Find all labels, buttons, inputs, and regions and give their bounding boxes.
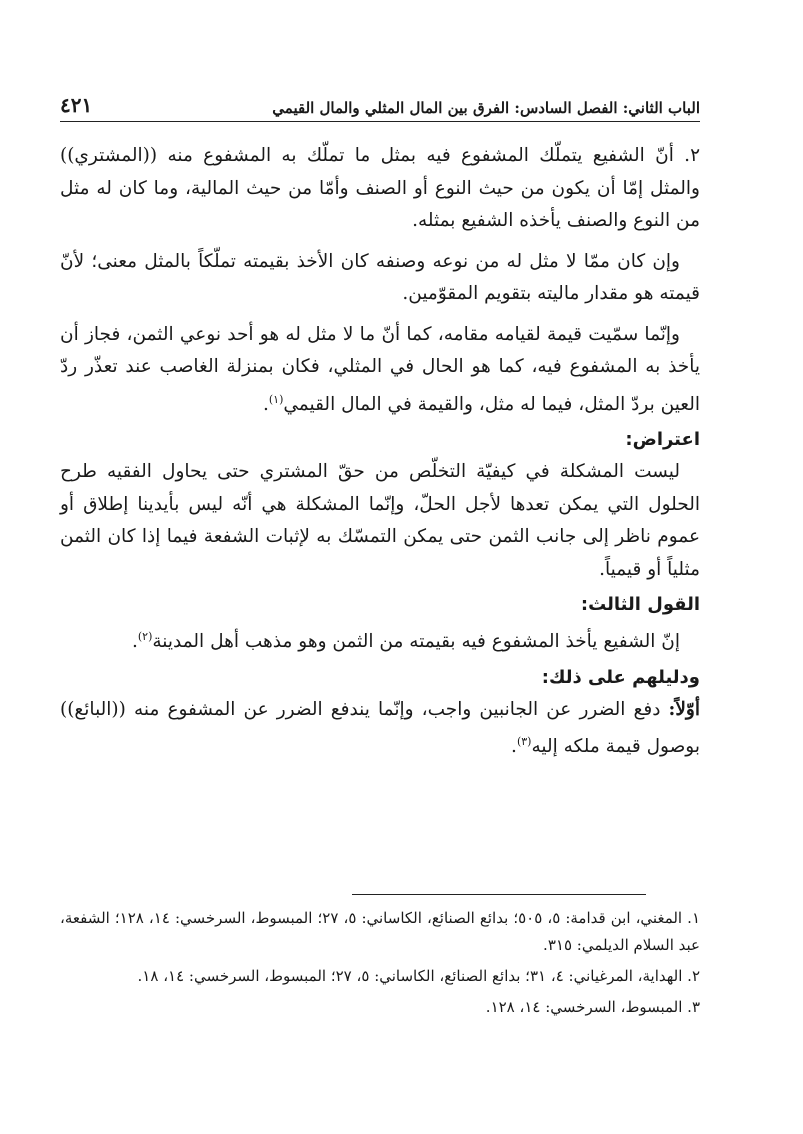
paragraph-evidence-first (60, 694, 700, 764)
footnote-ref-2[interactable]: (٢) (137, 630, 153, 644)
heading-their-evidence: ودليلهم على ذلك: (541, 666, 700, 688)
paragraph-objection: ليست المشكلة في كيفيّة التخلّص من حقّ المشتري حتى يحاول الفقيه طرح الحلول التي يمكن تعدها لأجل الحلّ، وإنّما المشكلة هي أنّه ليس بأيدينا إطلاق أو عموم ناظر إلى جانب الثمن حتى يمكن التمسّك به لإثبات الشفعة فيما إذا كان الثمن مثلياً أو قيمياً. (60, 461, 700, 580)
paragraph-argument-2: ٢. أنّ الشفيع يتملّك المشفوع فيه بمثل ما تملّك به المشفوع منه ((المشتري)) والمثل إمّا أن يكون من حيث النوع أو الصنف وأمّا من حيث المالية، وما كان له مثل من النوع والصنف يأخذه الشفيع بمثله. (60, 145, 700, 231)
paragraph-value-naming-end: . (262, 393, 269, 415)
paragraph-no-equivalent: وإن كان ممّا لا مثل له من نوعه وصنفه كان الأخذ بقيمته تملّكاً بالمثل معنى؛ لأنّ قيمته هو مقدار ماليته بتقويم المقوّمين. (60, 250, 700, 304)
evidence-first-lead: أوّلاً: (668, 698, 700, 720)
main-text (60, 140, 700, 772)
heading-objection: اعتراض: (625, 429, 700, 451)
footnote-3: ٣. المبسوط، السرخسي: ١٤، ١٢٨. (485, 998, 700, 1016)
paragraph-evidence-first-end: . (511, 736, 517, 758)
paragraph-evidence-first-text: دفع الضرر عن الجانبين واجب، وإنّما يندفع الضرر عن المشفوع منه ((البائع)) بوصول قيمة ملكه إليه (60, 698, 700, 758)
paragraph-value-naming-text: وإنّما سمّيت قيمة لقيامه مقامه، كما أنّ ما لا مثل له هو أحد نوعي الثمن، فجاز أن يأخذ به المشفوع فيه، كما هو الحال في المثلي، فكان بمنزلة الغاصب عند تعذّر ردّ العين بردّ المثل، فيما له مثل، والقيمة في المال القيمي (60, 323, 700, 415)
paragraph-value-naming (60, 319, 700, 422)
running-head-title: الباب الثاني: الفصل السادس: الفرق بين المال المثلي والمال القيمي (272, 99, 700, 117)
footnote-ref-3[interactable]: (٣) (516, 735, 532, 749)
paragraph-third-opinion (60, 621, 700, 659)
paragraph-third-opinion-text: إنّ الشفيع يأخذ المشفوع فيه بقيمته من الثمن وهو مذهب أهل المدينة (152, 631, 680, 653)
paragraph-third-opinion-end: . (131, 631, 138, 653)
page-number: ٤٢١ (60, 93, 93, 117)
heading-third-opinion: القول الثالث: (580, 594, 700, 616)
footnote-divider (352, 894, 646, 895)
footnote-2: ٢. الهداية، المرغياني: ٤، ٣١؛ بدائع الصنائع، الكاساني: ٥، ٢٧؛ المبسوط، السرخسي: ١٤، ١٨. (137, 967, 700, 985)
running-header (60, 88, 700, 122)
footnotes (60, 905, 700, 1025)
footnote-ref-1[interactable]: (١) (268, 392, 284, 406)
footnote-1: ١. المغني، ابن قدامة: ٥، ٥٠٥؛ بدائع الصنائع، الكاساني: ٥، ٢٧؛ المبسوط، السرخسي: ١٤، ١٢٨؛ الشفعة، عبد السلام الديلمي: ٣١٥. (60, 909, 700, 954)
